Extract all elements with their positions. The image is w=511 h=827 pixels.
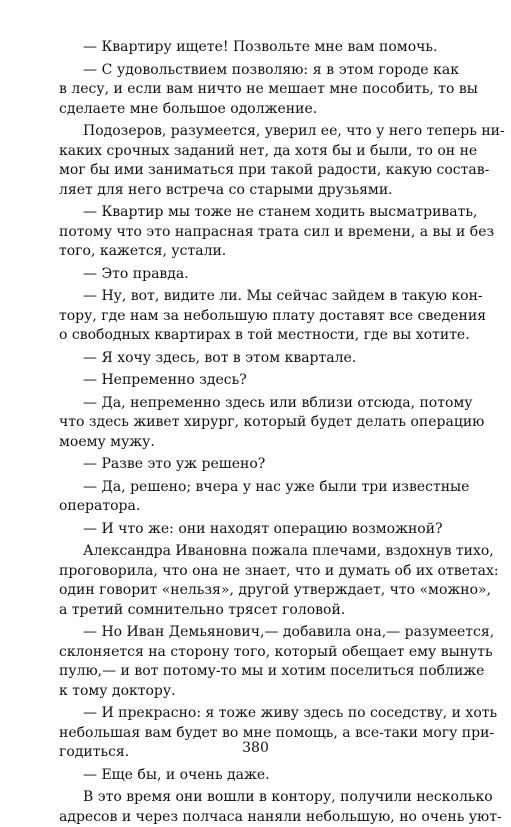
text-line: — С удовольствием позволяю: я в этом городе как	[59, 61, 459, 81]
text-line: — Я хочу здесь, вот в этом квартале.	[59, 349, 459, 369]
text-line: — И что же: они находят операцию возможной?	[59, 520, 459, 540]
text-line: а третий сомнительно трясет головой.	[59, 601, 459, 621]
text-line: — Да, решено; вчера у нас уже были три известные	[59, 478, 459, 498]
text-line: один говорит «нельзя», другой утверждает, что «можно»,	[59, 581, 459, 601]
text-line: того, кажется, устали.	[59, 242, 459, 262]
text-line: потому что это напрасная трата сил и времени, а вы и без	[59, 223, 459, 243]
body-text	[59, 38, 459, 827]
text-line: Александра Ивановна пожала плечами, вздохнув тихо,	[59, 542, 459, 562]
text-line: пулю,— и вот потому-то мы и хотим поселиться поближе	[59, 662, 459, 682]
text-line: мог бы ими заниматься при такой радости, какую состав-	[59, 161, 459, 181]
text-line: — Квартиру ищете! Позвольте мне вам помочь.	[59, 38, 459, 58]
text-line: оператора.	[59, 497, 459, 517]
text-line: склоняется на сторону того, который обещает ему вынуть	[59, 643, 459, 663]
text-line: — Квартир мы тоже не станем ходить высматривать,	[59, 203, 459, 223]
text-line: — Еще бы, и очень даже.	[59, 766, 459, 786]
text-line: — Да, непременно здесь или вблизи отсюда, потому	[59, 394, 459, 414]
text-line: — Непременно здесь?	[59, 371, 459, 391]
text-line: о свободных квартирах в той местности, где вы хотите.	[59, 326, 459, 346]
text-line: — И прекрасно: я тоже живу здесь по соседству, и хоть	[59, 704, 459, 724]
text-line: сделаете мне большое одолжение.	[59, 100, 459, 120]
text-line: что здесь живет хирург, который будет делать операцию	[59, 413, 459, 433]
page-number: 380	[0, 740, 511, 756]
text-line: тору, где нам за небольшую плату доставят все сведения	[59, 307, 459, 327]
text-line: В это время они вошли в контору, получили несколько	[59, 788, 459, 808]
text-line: моему мужу.	[59, 433, 459, 453]
text-line: к тому доктору.	[59, 682, 459, 702]
text-line: — Ну, вот, видите ли. Мы сейчас зайдем в такую кон-	[59, 287, 459, 307]
text-line: каких срочных заданий нет, да хотя бы и были, то он не	[59, 142, 459, 162]
text-line: — Но Иван Демьянович,— добавила она,— разумеется,	[59, 623, 459, 643]
text-line: проговорила, что она не знает, что и думать об их ответах:	[59, 562, 459, 582]
text-line: Подозеров, разумеется, уверил ее, что у него теперь ни-	[59, 122, 459, 142]
text-line: — Это правда.	[59, 265, 459, 285]
text-line: в лесу, и если вам ничто не мешает мне пособить, то вы	[59, 80, 459, 100]
text-line: годиться.	[59, 743, 459, 763]
text-line: ляет для него встреча со старыми друзьями.	[59, 181, 459, 201]
text-line: адресов и через полчаса наняли небольшую, но очень уют-	[59, 808, 459, 827]
text-line: — Разве это уж решено?	[59, 455, 459, 475]
text-line: небольшая вам будет во мне помощь, а все-таки могу при-	[59, 724, 459, 744]
